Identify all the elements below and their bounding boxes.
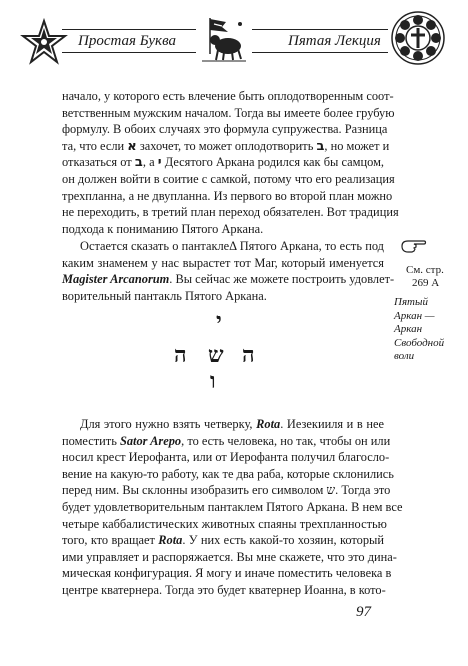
side-note-line: Аркан —	[394, 309, 435, 322]
text-line: центре кватернера. Тогда это будет кватернер Иоанна, в кото-	[62, 582, 386, 597]
header-left-title: Простая Буква	[78, 33, 176, 49]
header-rule-left	[62, 29, 196, 30]
pointing-hand-icon	[400, 237, 428, 255]
paragraph-1	[62, 88, 399, 237]
text-line: та, что если א захочет, то может оплодотворить ב, но может и	[62, 138, 390, 154]
text-line: четыре каббалистических животных спаяны трехпланностью	[62, 516, 387, 531]
pentagram-icon	[20, 18, 68, 66]
side-note-line: Пятый	[394, 296, 428, 308]
text-line: будет удовлетворительным пантаклем Пятого Аркана. В нем все	[62, 499, 403, 514]
text-line: вение на какую-то работу, как те два раба, которые склонились	[62, 466, 394, 481]
text-line: он должен войти в соитие с самкой, потому что его реализация	[62, 171, 395, 186]
page-number: 97	[356, 604, 371, 620]
text-line: Magister Arcanorum. Вы сейчас же можете построить удовлет-	[62, 272, 395, 287]
text-line: каким знаменем у нас вырастет тот Маг, который именуется	[62, 255, 384, 270]
lamb-with-banner-icon	[196, 14, 252, 66]
text-line: отказаться от ב, а י Десятого Аркана родился как бы самцом,	[62, 155, 385, 171]
text-line: перед ним. Вы склонны изобразить его символом ש. Тогда это	[62, 483, 391, 498]
text-line: мическая конфигурация. Я могу и иначе поместить человека в	[62, 566, 392, 581]
hebrew-beth: ב	[134, 155, 143, 171]
text-line: ветственным мужским началом. Тогда вы имеете более грубую	[62, 105, 395, 120]
formula-he-right: ה	[174, 342, 187, 368]
text-line: Для этого нужно взять четверку, Rota. Иезекииля и в нее	[80, 417, 384, 431]
paragraph-2	[62, 238, 395, 304]
rota-term: Rota	[256, 417, 281, 431]
hebrew-aleph: א	[127, 138, 137, 154]
header-rule-left-bottom	[62, 52, 196, 53]
formula-shin: ש	[208, 342, 224, 368]
magister-arcanorum-term: Magister Arcanorum	[62, 272, 170, 287]
text-line: поместить Sator Arepo, то есть человека, но так, чтобы он или	[62, 433, 391, 448]
text-line: не переходить, в третий план переход обязателен. Вот традиция	[62, 205, 399, 220]
side-note-line: Аркан	[394, 323, 423, 335]
text-line: трехпланна, а не двупланна. Из первого во второй план можно	[62, 188, 393, 203]
sator-arepo-term: Sator Arepo	[119, 433, 182, 448]
hebrew-yod: י	[157, 155, 162, 171]
text-line: начало, у которого есть влечение быть оплодотворенным соот-	[62, 89, 394, 103]
page-reference-line-2: 269 А	[412, 277, 440, 289]
formula-yod: י	[216, 308, 222, 334]
side-note-line: Свободной	[394, 336, 445, 349]
text-line: подхода к пониманию Пятого Аркана.	[62, 221, 264, 236]
text-line: ими управляет и распоряжается. Вы мне скажете, что это дина-	[62, 549, 397, 564]
rose-cross-seal-icon	[390, 10, 446, 66]
text-line: носил крест Иерофанта, или от Иерофанта получил благосло-	[62, 450, 390, 465]
page-reference-line-1: См. стр.	[406, 264, 444, 276]
text-line: Остается сказать о пантаклеΔ Пятого Аркана, то есть под	[80, 239, 384, 253]
text-line: ворительный пантакль Пятого Аркана.	[62, 288, 267, 303]
text-line: того, кто вращает Rota. У них есть какой-то хозяин, который	[62, 533, 384, 548]
formula-he-left: ה	[242, 342, 255, 368]
text-line: формулу. В обоих случаях это формула супружества. Разница	[62, 122, 388, 137]
hebrew-beth: ב	[316, 138, 325, 154]
header-rule-right-bottom	[252, 52, 388, 53]
formula-vav: ו	[210, 368, 216, 394]
side-note-line: воли	[394, 350, 415, 362]
header-rule-right	[252, 29, 388, 30]
paragraph-3	[62, 416, 403, 599]
rota-term: Rota	[158, 533, 183, 548]
header-right-title: Пятая Лекция	[288, 33, 381, 49]
